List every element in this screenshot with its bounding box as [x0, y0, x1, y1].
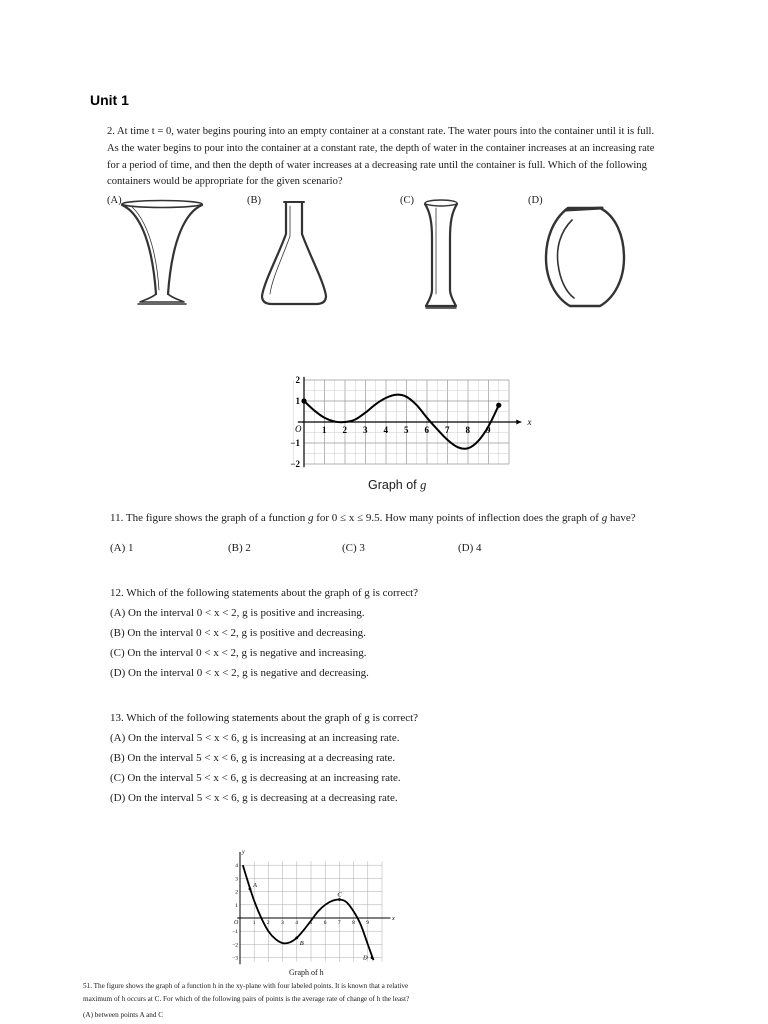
graph-g-end-point — [496, 403, 501, 408]
graph-h-point-a — [249, 888, 252, 891]
graph-g-x-arrow — [516, 420, 521, 425]
graph-h-point-label-a: A — [252, 881, 257, 889]
graph-h — [222, 846, 408, 968]
graph-g-x-tick-label: 5 — [404, 425, 409, 435]
graph-h-caption: Graph of h — [289, 968, 324, 977]
graph-h-grid — [240, 861, 382, 961]
graph-h-y-tick-label: 2 — [235, 889, 238, 896]
q13-choice-b[interactable]: (B) On the interval 5 < x < 6, g is increasing at a decreasing rate. — [110, 752, 396, 764]
graph-h-x-tick-label: 9 — [366, 920, 370, 926]
question-51-line-1: 51. The figure shows the graph of a function h in the xy-plane with four labeled points. It is known that a relative — [83, 982, 409, 990]
graph-h-point-d — [371, 956, 374, 959]
graph-h-point-label-d: D — [363, 954, 368, 962]
option-b-label: (B) — [247, 195, 261, 206]
graph-h-x-tick-label: 5 — [309, 920, 313, 926]
graph-h-point-b — [295, 936, 298, 939]
q12-choice-d[interactable]: (D) On the interval 0 < x < 2, g is negative and decreasing. — [110, 667, 369, 679]
graph-h-curve — [243, 865, 374, 960]
graph-h-y-tick-label: −3 — [232, 955, 238, 962]
graph-g-x-tick-label: 1 — [322, 425, 327, 435]
graph-h-y-tick-label: −2 — [232, 942, 238, 949]
graph-h-x-tick-label: 7 — [337, 920, 341, 926]
graph-g-x-axis-label: x — [527, 417, 532, 427]
q11-interval: 0 ≤ x ≤ 9.5. — [331, 512, 383, 524]
graph-g-y-tick-label: 1 — [295, 396, 300, 406]
graph-h-x-tick-label: 6 — [323, 920, 327, 926]
graph-h-x-axis-label: x — [391, 916, 395, 922]
q13-choice-d[interactable]: (D) On the interval 5 < x < 6, g is decreasing at a decreasing rate. — [110, 792, 398, 804]
container-a-funnel-image — [118, 198, 208, 314]
q51-choice-a[interactable]: (A) between points A and C — [83, 1011, 164, 1019]
graph-g-y-tick-label: 2 — [295, 375, 300, 385]
question-13-stem: 13. Which of the following statements about the graph of g is correct? — [110, 712, 419, 724]
graph-g-caption-prefix: Graph of — [368, 478, 417, 492]
q13-choice-a[interactable]: (A) On the interval 5 < x < 6, g is increasing at an increasing rate. — [110, 732, 400, 744]
q11-text-before: 11. The figure shows the graph of a function — [110, 512, 306, 524]
graph-h-point-c — [338, 898, 341, 901]
graph-h-y-tick-label: −1 — [232, 929, 238, 936]
graph-g-x-tick-label: 2 — [342, 425, 347, 435]
graph-h-y-tick-label: 4 — [235, 863, 238, 870]
container-d-oval-vase-image — [542, 200, 628, 312]
q11-choice-a[interactable]: (A) 1 — [110, 542, 134, 554]
graph-h-x-tick-label: 3 — [281, 920, 284, 926]
question-2-text: 2. At time t = 0, water begins pouring into an empty container at a constant rate. The water pours into the container until it is full. As the water begins to pour into the container at a constant rate, the depth of water in the container increases at an increasing rate for a period of time, and then the depth of water increases at a decreasing rate until the container is full. Which of the following containers would be appropriate for the given scenario? — [107, 126, 655, 188]
graph-h-tick-labels — [232, 863, 369, 961]
graph-g-y-tick-label: −2 — [290, 459, 300, 469]
graph-h-x-tick-label: 2 — [266, 920, 270, 926]
graph-g-x-tick-label: 4 — [383, 425, 388, 435]
q11-func-2: g — [601, 512, 608, 524]
graph-h-point-label-c: C — [337, 891, 342, 899]
container-c-tall-vase-image — [418, 198, 464, 314]
q12-choice-b[interactable]: (B) On the interval 0 < x < 2, g is positive and decreasing. — [110, 627, 366, 639]
q11-choice-c[interactable]: (C) 3 — [342, 542, 365, 554]
q11-text-end: have? — [609, 512, 636, 524]
graph-g-x-tick-label: 3 — [363, 425, 368, 435]
graph-g — [278, 366, 532, 478]
question-51-line-2: maximum of h occurs at C. For which of the following pairs of points is the average rate of change of h the least? — [83, 995, 410, 1003]
graph-h-y-axis-label: y — [242, 849, 245, 856]
question-12-stem: 12. Which of the following statements about the graph of g is correct? — [110, 587, 419, 599]
graph-g-x-tick-label: 8 — [465, 425, 470, 435]
graph-h-x-tick-label: 8 — [352, 920, 355, 926]
graph-g-endpoints — [301, 398, 501, 407]
question-11-text — [110, 510, 670, 527]
q11-choice-b[interactable]: (B) 2 — [228, 542, 251, 554]
graph-h-x-tick-label: 1 — [252, 920, 256, 926]
graph-h-axes — [237, 849, 395, 964]
graph-h-x-tick-label: 4 — [295, 920, 299, 926]
graph-h-point-label-b: B — [299, 939, 304, 947]
graph-h-y-tick-label: 3 — [235, 876, 238, 883]
option-c-label: (C) — [400, 195, 414, 206]
q11-text-after: How many points of inflection does the graph of — [385, 512, 599, 524]
option-d-label: (D) — [528, 195, 543, 206]
q11-func: g — [307, 512, 314, 524]
graph-g-x-tick-label: 6 — [424, 425, 429, 435]
q11-text-mid: for — [316, 512, 330, 524]
graph-g-y-tick-label: −1 — [290, 438, 300, 448]
graph-g-caption-func: g — [420, 478, 427, 492]
graph-g-x-tick-label: 9 — [486, 425, 491, 435]
page-title: Unit 1 — [90, 92, 129, 108]
container-b-flask-image — [258, 198, 330, 310]
q12-choice-a[interactable]: (A) On the interval 0 < x < 2, g is positive and increasing. — [110, 607, 365, 619]
graph-h-y-tick-label: 1 — [235, 902, 238, 909]
q12-choice-c[interactable]: (C) On the interval 0 < x < 2, g is negative and increasing. — [110, 647, 367, 659]
graph-g-start-point — [301, 398, 306, 403]
graph-g-caption — [368, 478, 426, 493]
q13-choice-c[interactable]: (C) On the interval 5 < x < 6, g is decreasing at an increasing rate. — [110, 772, 401, 784]
graph-g-origin-label: O — [295, 424, 302, 434]
q11-choice-d[interactable]: (D) 4 — [458, 542, 482, 554]
graph-g-x-tick-label: 7 — [445, 425, 450, 435]
option-a-label: (A) — [107, 195, 122, 206]
graph-h-origin-label: O — [234, 920, 239, 926]
